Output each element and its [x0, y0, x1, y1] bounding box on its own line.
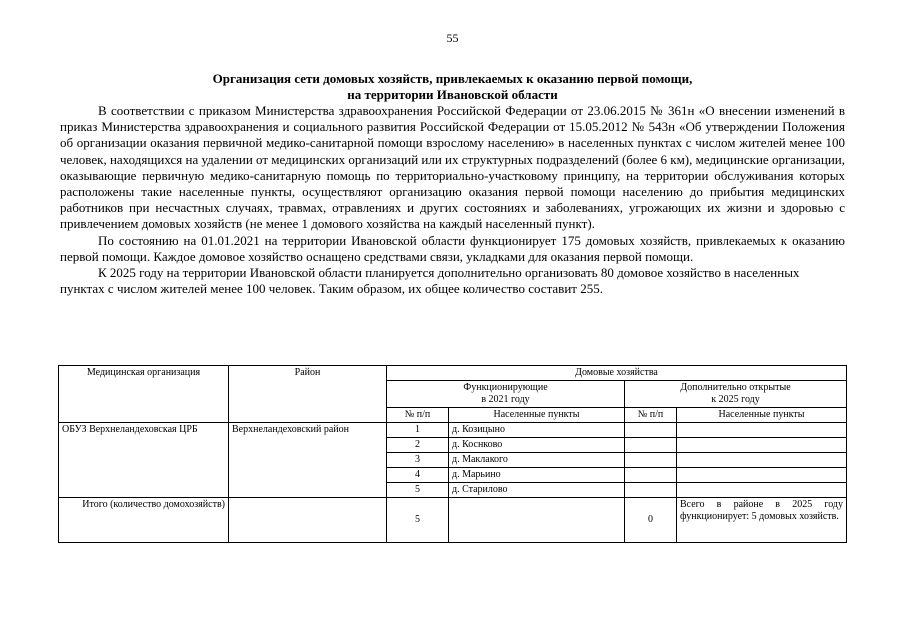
header-localities: Населенные пункты [449, 408, 625, 423]
header-localities-2: Населенные пункты [677, 408, 847, 423]
row-num: 1 [387, 423, 449, 438]
header-functioning-label: Функционирующие [463, 382, 548, 393]
district-name-cell: Верхнеландеховский район [229, 423, 387, 498]
row-num-2 [625, 453, 677, 468]
row-place: д. Старилово [449, 483, 625, 498]
row-num-2 [625, 438, 677, 453]
row-place-2 [677, 468, 847, 483]
row-place-2 [677, 438, 847, 453]
row-place-2 [677, 453, 847, 468]
header-functioning-year: в 2021 году [481, 394, 530, 405]
row-num: 2 [387, 438, 449, 453]
title-line-2: на территории Ивановской области [347, 87, 558, 102]
row-num: 3 [387, 453, 449, 468]
header-functioning [387, 381, 625, 408]
households-table [58, 365, 847, 543]
row-place: д. Козицыно [449, 423, 625, 438]
total-functioning-count: 5 [387, 498, 449, 543]
header-additional-year: к 2025 году [711, 394, 760, 405]
page-number: 55 [446, 31, 459, 45]
header-medical-org: Медицинская организация [59, 366, 229, 423]
header-additional [625, 381, 847, 408]
row-place-2 [677, 483, 847, 498]
row-num: 4 [387, 468, 449, 483]
total-row [59, 498, 847, 543]
title-line-1: Организация сети домовых хозяйств, привлекаемых к оказанию первой помощи, [212, 71, 693, 86]
paragraph-3: К 2025 году на территории Ивановской области планируется дополнительно организовать 80 домовое хозяйство в населенных пунктах с числом жителей менее 100 человек. Таким образом, их общее количество составит 255. [60, 265, 800, 297]
org-name-cell: ОБУЗ Верхнеландеховская ЦРБ [59, 423, 229, 498]
paragraph-1: В соответствии с приказом Министерства здравоохранения Российской Федерации от 23.06.2015 № 361н «О внесении изменений в приказ Министерства здравоохранения и социального развития Российской Федерации от 15.05.2012 № 543н «Об утверждении Положения об организации оказания первичной медико-санитарной помощи взрослому населению» в населенных пунктах с числом жителей менее 100 человек, находящихся на удалении от медицинских организаций или их структурных подразделений (более 6 км), медицинские организации, оказывающие первичную медико-санитарную помощь по территориально-участковому принципу, на территории обслуживания которых расположены такие населенные пункты, осуществляют организацию оказания первой помощи населению до прибытия медицинских работников при несчастных случаях, травмах, отравлениях и других состояниях и заболеваниях, угрожающих их жизни и здоровью с привлечением домовых хозяйств (не менее 1 домового хозяйства на каждый населенный пункт). [60, 103, 845, 232]
body-text [60, 103, 845, 297]
row-num: 5 [387, 483, 449, 498]
header-additional-label: Дополнительно открытые [680, 382, 791, 393]
row-place-2 [677, 423, 847, 438]
row-num-2 [625, 468, 677, 483]
row-place: д. Маклакого [449, 453, 625, 468]
row-num-2 [625, 483, 677, 498]
header-num-2: № п/п [625, 408, 677, 423]
total-district [229, 498, 387, 543]
table-row [59, 423, 847, 438]
document-title [60, 71, 845, 103]
header-households: Домовые хозяйства [387, 366, 847, 381]
row-place: д. Коснково [449, 438, 625, 453]
total-label: Итого (количество домохозяйств) [59, 498, 229, 543]
total-additional-count: 0 [625, 498, 677, 543]
total-functioning-places [449, 498, 625, 543]
header-district: Район [229, 366, 387, 423]
total-note: Всего в районе в 2025 году функционирует: 5 домовых хозяйств. [677, 498, 847, 543]
header-num: № п/п [387, 408, 449, 423]
paragraph-2: По состоянию на 01.01.2021 на территории Ивановской области функционирует 175 домовых хозяйств, привлекаемых к оказанию первой помощи. Каждое домовое хозяйство оснащено средствами связи, укладками для оказания первой помощи. [60, 232, 845, 264]
row-place: д. Марьино [449, 468, 625, 483]
row-num-2 [625, 423, 677, 438]
